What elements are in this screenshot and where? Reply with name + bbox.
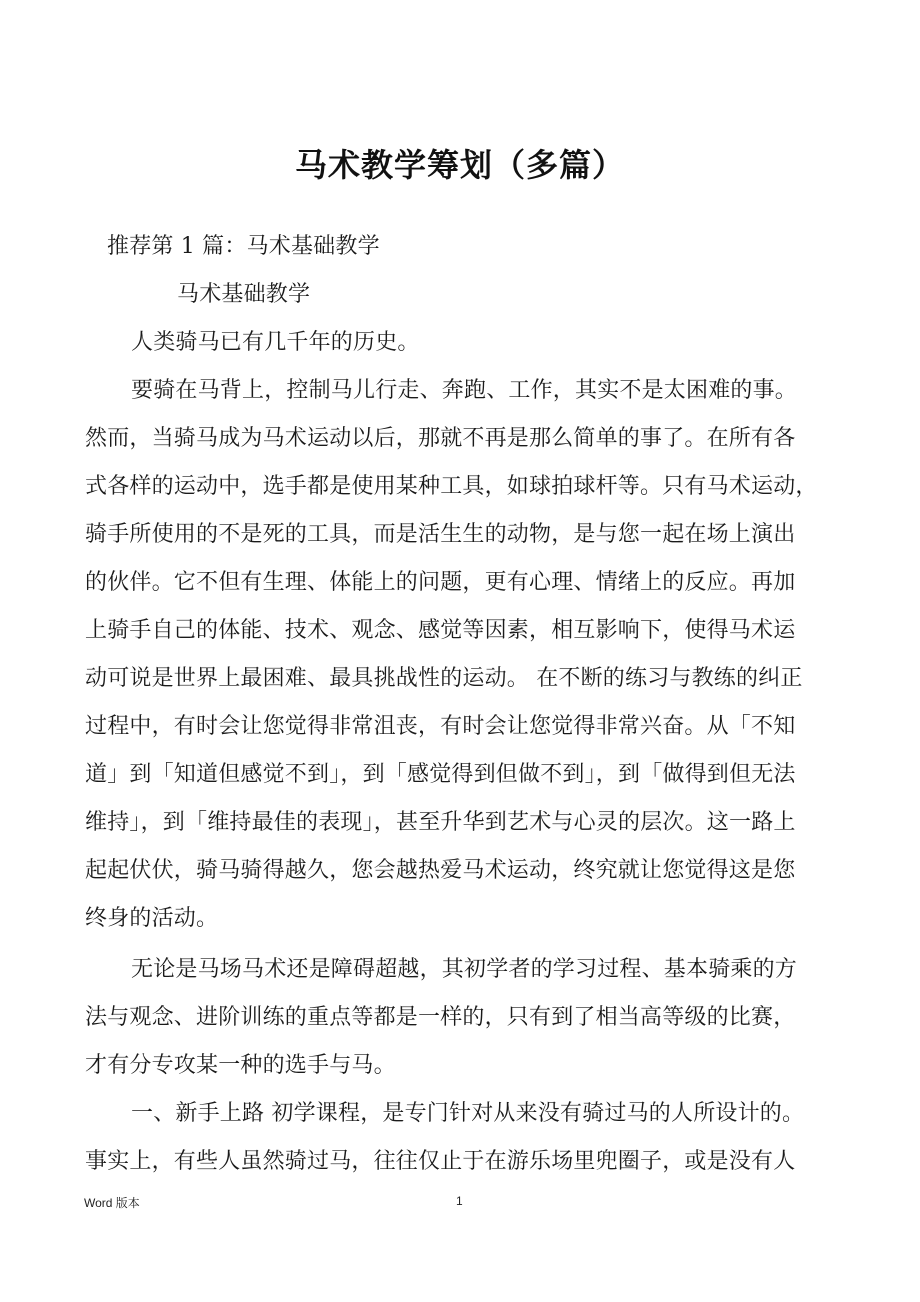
paragraph-line: 上骑手自己的体能、技术、观念、感觉等因素，相互影响下，使得马术运 [85, 618, 796, 643]
paragraph-line: 的伙伴。它不但有生理、体能上的问题，更有心理、情绪上的反应。再加 [85, 570, 796, 595]
section-heading: 马术基础教学 [177, 282, 311, 307]
paragraph-line: 维持」，到「维持最佳的表现」，甚至升华到艺术与心灵的层次。这一路上 [85, 810, 796, 835]
paragraph-line: 然而，当骑马成为马术运动以后，那就不再是那么简单的事了。在所有各 [85, 426, 796, 451]
paragraph-line: 起起伏伏，骑马骑得越久，您会越热爱马术运动，终究就让您觉得这是您 [85, 858, 796, 883]
paragraph-line: 人类骑马已有几千年的历史。 [131, 330, 420, 355]
paragraph-line: 动可说是世界上最困难、最具挑战性的运动。 在不断的练习与教练的纠正 [85, 666, 803, 691]
paragraph-line: 道」到「知道但感觉不到」，到「感觉得到但做不到」，到「做得到但无法 [85, 762, 796, 787]
paragraph-line: 骑手所使用的不是死的工具，而是活生生的动物，是与您一起在场上演出 [85, 522, 796, 547]
paragraph-line: 无论是马场马术还是障碍超越，其初学者的学习过程、基本骑乘的方 [131, 957, 798, 982]
paragraph-line: 要骑在马背上，控制马儿行走、奔跑、工作，其实不是太困难的事。 [131, 378, 798, 403]
paragraph-line: 式各样的运动中，选手都是使用某种工具，如球拍球杆等。只有马术运动， [85, 474, 818, 499]
page-number: 1 [456, 1194, 463, 1208]
paragraph-line: 法与观念、进阶训练的重点等都是一样的，只有到了相当高等级的比赛， [85, 1005, 796, 1030]
subtitle: 推荐第 1 篇：马术基础教学 [107, 234, 380, 259]
paragraph-line: 终身的活动。 [85, 906, 219, 931]
paragraph-line: 事实上，有些人虽然骑过马，往往仅止于在游乐场里兜圈子，或是没有人 [85, 1149, 796, 1174]
document-title: 马术教学筹划（多篇） [294, 146, 625, 184]
footer-label: Word 版本 [84, 1196, 140, 1210]
paragraph-line: 过程中，有时会让您觉得非常沮丧，有时会让您觉得非常兴奋。从「不知 [85, 714, 796, 739]
paragraph-line: 一、新手上路 初学课程，是专门针对从来没有骑过马的人所设计的。 [131, 1101, 805, 1126]
paragraph-line: 才有分专攻某一种的选手与马。 [85, 1053, 396, 1078]
